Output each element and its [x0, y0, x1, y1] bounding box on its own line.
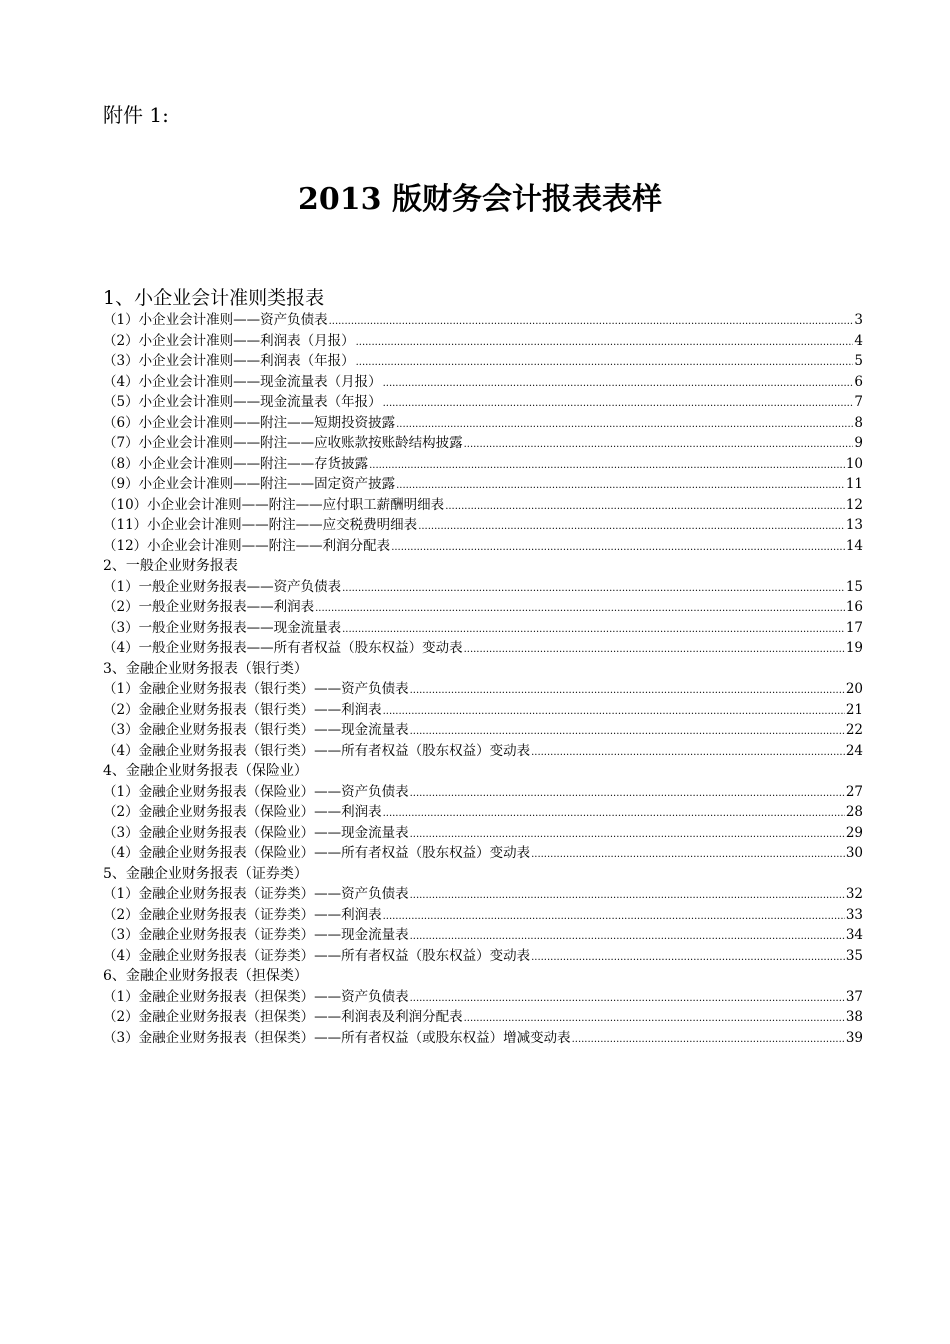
toc-section-heading: 2、一般企业财务报表	[103, 558, 238, 574]
toc-leader	[383, 702, 845, 723]
toc-leader	[369, 456, 845, 477]
toc-page-number: 38	[845, 1009, 863, 1025]
toc-entry-label: （3）金融企业财务报表（保险业）——现金流量表	[103, 824, 409, 841]
toc-entry[interactable]	[103, 782, 863, 803]
toc-page-number: 35	[845, 947, 863, 964]
toc-leader	[391, 538, 845, 559]
toc-entry-label: （7）小企业会计准则——附注——应收账款按账龄结构披露	[103, 435, 463, 451]
toc-leader	[356, 333, 854, 354]
toc-entry[interactable]	[103, 433, 863, 454]
toc-leader	[531, 845, 845, 866]
toc-entry-label: （2）金融企业财务报表（银行类）——利润表	[103, 701, 382, 718]
toc-page-number: 7	[854, 394, 863, 410]
toc-section-heading: 5、金融企业财务报表（证券类）	[103, 865, 308, 882]
toc-leader	[445, 497, 845, 518]
toc-entry-label: （3）金融企业财务报表（担保类）——所有者权益（或股东权益）增减变动表	[103, 1029, 571, 1046]
toc-page-number: 30	[845, 845, 863, 861]
toc-entry[interactable]	[103, 597, 863, 618]
toc-section-heading: 4、金融企业财务报表（保险业）	[103, 763, 308, 779]
toc-entry[interactable]	[103, 802, 863, 823]
toc-leader	[356, 353, 854, 374]
toc-entry-label: （12）小企业会计准则——附注——利润分配表	[103, 537, 391, 554]
toc-page-number: 21	[845, 701, 863, 718]
toc-entry[interactable]	[103, 700, 863, 721]
toc-entry[interactable]	[103, 925, 863, 946]
toc-page-number: 24	[845, 742, 863, 759]
toc-entry[interactable]	[103, 351, 863, 372]
toc-leader	[410, 681, 845, 702]
toc-leader	[464, 640, 845, 661]
toc-page-number: 32	[845, 886, 863, 902]
toc-entry-label: （1）金融企业财务报表（证券类）——资产负债表	[103, 886, 409, 902]
toc-page-number: 3	[854, 312, 863, 328]
toc-leader	[396, 476, 845, 497]
toc-page-number: 34	[845, 927, 863, 943]
toc-page-number: 37	[845, 988, 863, 1005]
toc-section-heading: 6、金融企业财务报表（担保类）	[103, 968, 308, 984]
toc-page-number: 20	[845, 681, 863, 697]
toc-entry[interactable]	[103, 987, 863, 1008]
toc-entry-label: （2）金融企业财务报表（证券类）——利润表	[103, 906, 382, 923]
toc-page-number: 9	[854, 435, 863, 451]
toc-entry-label: （3）金融企业财务报表（证券类）——现金流量表	[103, 927, 409, 943]
toc-entry-label: （4）金融企业财务报表（保险业）——所有者权益（股东权益）变动表	[103, 845, 531, 861]
toc-entry-label: （9）小企业会计准则——附注——固定资产披露	[103, 476, 396, 492]
toc-leader	[315, 599, 845, 620]
toc-leader	[383, 374, 854, 395]
toc-entry[interactable]	[103, 310, 863, 331]
toc-entry-label: （6）小企业会计准则——附注——短期投资披露	[103, 414, 396, 431]
toc-entry[interactable]	[103, 720, 863, 741]
toc-leader	[410, 825, 845, 846]
toc-page-number: 16	[845, 599, 863, 615]
toc-entry-label: （8）小企业会计准则——附注——存货披露	[103, 455, 369, 472]
toc-entry[interactable]	[103, 843, 863, 864]
toc-entry[interactable]	[103, 392, 863, 413]
toc-entry[interactable]	[103, 1028, 863, 1049]
toc-leader	[383, 394, 854, 415]
toc-leader	[410, 927, 845, 948]
toc-leader	[531, 948, 845, 969]
toc-leader	[418, 517, 845, 538]
toc-entry-label: （3）一般企业财务报表——现金流量表	[103, 619, 342, 636]
toc-entry-label: （2）金融企业财务报表（保险业）——利润表	[103, 804, 382, 820]
toc-entry-label: （4）小企业会计准则——现金流量表（月报）	[103, 373, 382, 390]
toc-entry-label: （2）一般企业财务报表——利润表	[103, 599, 315, 615]
toc-leader	[329, 312, 854, 333]
toc-entry[interactable]	[103, 577, 863, 598]
toc-leader	[410, 784, 845, 805]
toc-leader	[383, 907, 845, 928]
toc-page-number: 11	[845, 476, 863, 492]
toc-entry-label: （3）金融企业财务报表（银行类）——现金流量表	[103, 722, 409, 738]
toc-entry[interactable]	[103, 823, 863, 844]
toc-entry[interactable]	[103, 1007, 863, 1028]
toc-page-number: 29	[845, 824, 863, 841]
toc-entry[interactable]	[103, 679, 863, 700]
toc-leader	[464, 435, 854, 456]
toc-entry[interactable]	[103, 618, 863, 639]
toc-entry[interactable]	[103, 638, 863, 659]
toc-leader	[410, 886, 845, 907]
toc-entry[interactable]	[103, 413, 863, 434]
toc-entry-label: （4）金融企业财务报表（银行类）——所有者权益（股东权益）变动表	[103, 742, 531, 759]
toc-entry-label: （1）一般企业财务报表——资产负债表	[103, 578, 342, 595]
toc-entry-label: （1）金融企业财务报表（担保类）——资产负债表	[103, 988, 409, 1005]
toc-page-number: 19	[845, 640, 863, 656]
toc-page-number: 12	[845, 496, 863, 513]
toc-leader	[383, 804, 845, 825]
toc-leader	[342, 579, 845, 600]
toc-page-number: 15	[845, 578, 863, 595]
toc-page-number: 14	[845, 537, 863, 554]
toc-entry-label: （1）金融企业财务报表（保险业）——资产负债表	[103, 783, 409, 800]
toc-entry-label: （5）小企业会计准则——现金流量表（年报）	[103, 394, 382, 410]
toc-leader	[572, 1030, 845, 1051]
toc-page-number: 17	[845, 619, 863, 636]
toc-entry[interactable]	[103, 946, 863, 967]
toc-entry[interactable]	[103, 454, 863, 475]
toc-entry[interactable]	[103, 741, 863, 762]
toc-entry-label: （3）小企业会计准则——利润表（年报）	[103, 353, 355, 369]
toc-entry-label: （4）一般企业财务报表——所有者权益（股东权益）变动表	[103, 640, 463, 656]
toc-entry[interactable]	[103, 331, 863, 352]
toc-leader	[410, 722, 845, 743]
toc-page-number: 27	[845, 783, 863, 800]
toc-leader	[410, 989, 845, 1010]
toc-entry[interactable]	[103, 515, 863, 536]
toc-entry-label: （2）小企业会计准则——利润表（月报）	[103, 332, 355, 349]
toc-entry[interactable]	[103, 495, 863, 516]
toc-entry-label: （11）小企业会计准则——附注——应交税费明细表	[103, 517, 418, 533]
toc-page-number: 33	[845, 906, 863, 923]
toc-entry-label: （4）金融企业财务报表（证券类）——所有者权益（股东权益）变动表	[103, 947, 531, 964]
toc-page-number: 10	[845, 455, 863, 472]
toc-entry-label: （2）金融企业财务报表（担保类）——利润表及利润分配表	[103, 1009, 463, 1025]
toc-entry[interactable]	[103, 372, 863, 393]
toc-page-number: 5	[854, 353, 863, 369]
toc-leader	[396, 415, 853, 436]
toc-page-number: 39	[845, 1029, 863, 1046]
toc-entry-label: （1）金融企业财务报表（银行类）——资产负债表	[103, 681, 409, 697]
table-of-contents	[103, 286, 863, 1048]
toc-page-number: 13	[845, 517, 863, 533]
toc-page-number: 4	[854, 332, 863, 349]
toc-entry-label: （1）小企业会计准则——资产负债表	[103, 312, 328, 328]
toc-page-number: 28	[845, 804, 863, 820]
toc-section-heading: 1、小企业会计准则类报表	[103, 287, 325, 309]
toc-leader	[531, 743, 845, 764]
toc-entry-label: （10）小企业会计准则——附注——应付职工薪酬明细表	[103, 496, 445, 513]
toc-entry[interactable]	[103, 905, 863, 926]
toc-entry[interactable]	[103, 884, 863, 905]
toc-page-number: 6	[854, 373, 863, 390]
toc-entry[interactable]	[103, 536, 863, 557]
toc-leader	[342, 620, 845, 641]
document-title: 2013 版财务会计报表表样	[298, 182, 662, 217]
toc-page-number: 22	[845, 722, 863, 738]
toc-page-number: 8	[854, 414, 863, 431]
toc-entry[interactable]	[103, 474, 863, 495]
toc-leader	[464, 1009, 845, 1030]
attachment-label: 附件 1:	[103, 103, 169, 127]
toc-section-heading: 3、金融企业财务报表（银行类）	[103, 660, 308, 677]
